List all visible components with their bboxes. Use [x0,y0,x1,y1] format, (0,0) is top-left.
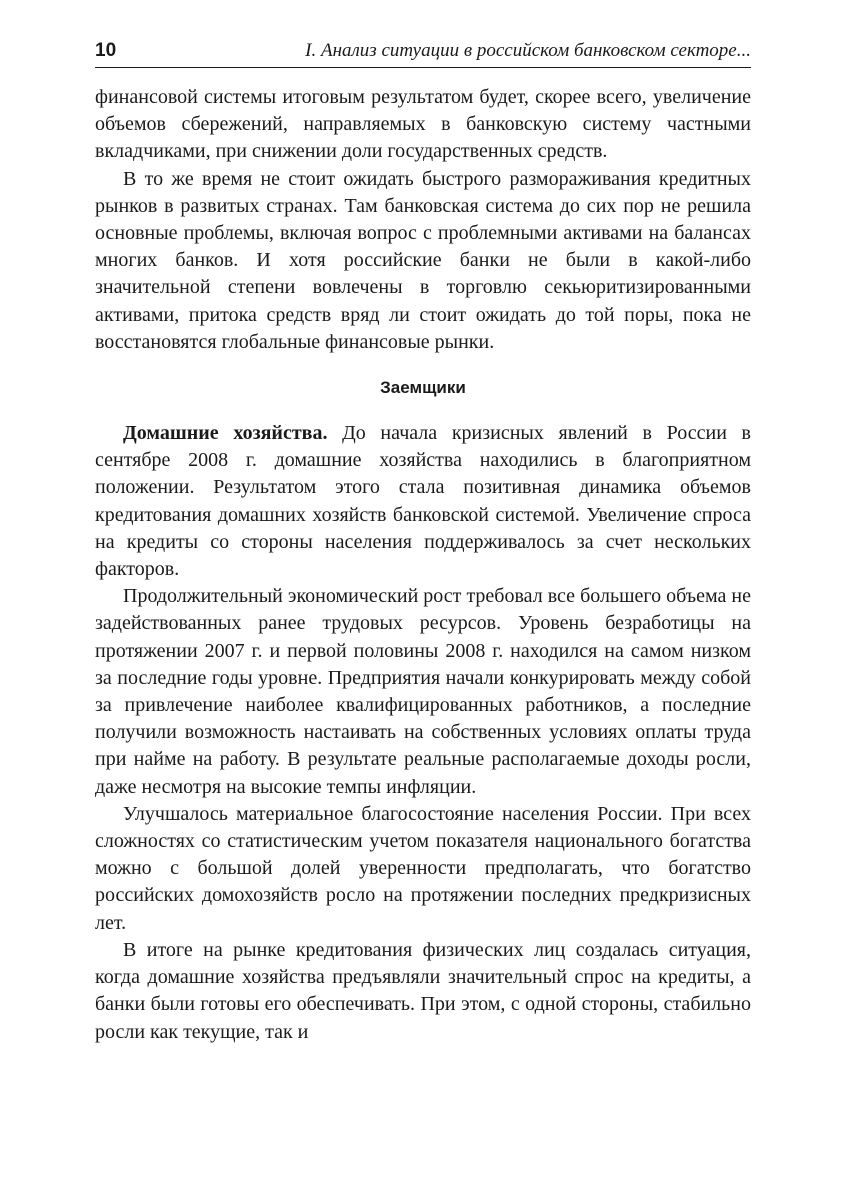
paragraph-lead [95,420,751,583]
paragraph: В итоге на рынке кредитования физических лиц создалась ситуация, когда домашние хозяйства предъявляли значительный спрос на кредиты, а банки были готовы его обеспечивать. При этом, с одной стороны, стабильно росли как текущие, так и [95,938,751,1043]
paragraph: Улучшалось материальное благосостояние населения России. При всех сложностях со статистическим учетом показателя национального богатства можно с большой долей уверенности предполагать, что богатство российских домохозяйств росло на протяжении последних предкризисных лет. [95,802,751,934]
run-in-term: Домашние хозяйства. [123,422,328,445]
paragraph: В то же время не стоит ожидать быстрого размораживания кредитных рынков в развитых странах. Там банковская система до сих пор не решила основные проблемы, включая вопрос с проблемными активами на балансах многих банков. И хотя российские банки не были в какой-либо значительной степени вовлечены в торговлю секьюритизированными активами, притока средств вряд ли стоит ожидать до той поры, пока не восстановятся глобальные финансовые рынки. [95,167,751,353]
body-text [95,84,751,1046]
lead-text: До начала кризисных явлений в России в сентябре 2008 г. домашние хозяйства находились в благоприятном положении. Результатом этого стала позитивная динамика объемов кредитования домашних хозяйств банковской системой. Увеличение спроса на кредиты со стороны населения поддерживалось за счет нескольких факторов. [95,422,751,581]
section-heading: Заемщики [380,378,466,398]
chapter-title: I. Анализ ситуации в российском банковском секторе... [305,40,751,61]
paragraph: Продолжительный экономический рост требовал все большего объема не задействованных ранее трудовых ресурсов. Уровень безработицы на протяжении 2007 г. и первой половины 2008 г. находился на самом низком за последние годы уровне. Предприятия начали конкурировать между собой за привлечение наиболее квалифицированных работников, а последние получили возможность настаивать на собственных условиях оплаты труда при найме на работу. В результате реальные располагаемые доходы росли, даже несмотря на высокие темпы инфляции. [95,585,751,798]
page-number: 10 [95,40,117,61]
running-head [95,40,751,68]
paragraph-continued: финансовой системы итоговым результатом будет, скорее всего, увеличение объемов сбережений, направляемых в банковскую систему частными вкладчиками, при снижении доли государственных средств. [95,86,751,163]
book-page [95,40,751,1046]
